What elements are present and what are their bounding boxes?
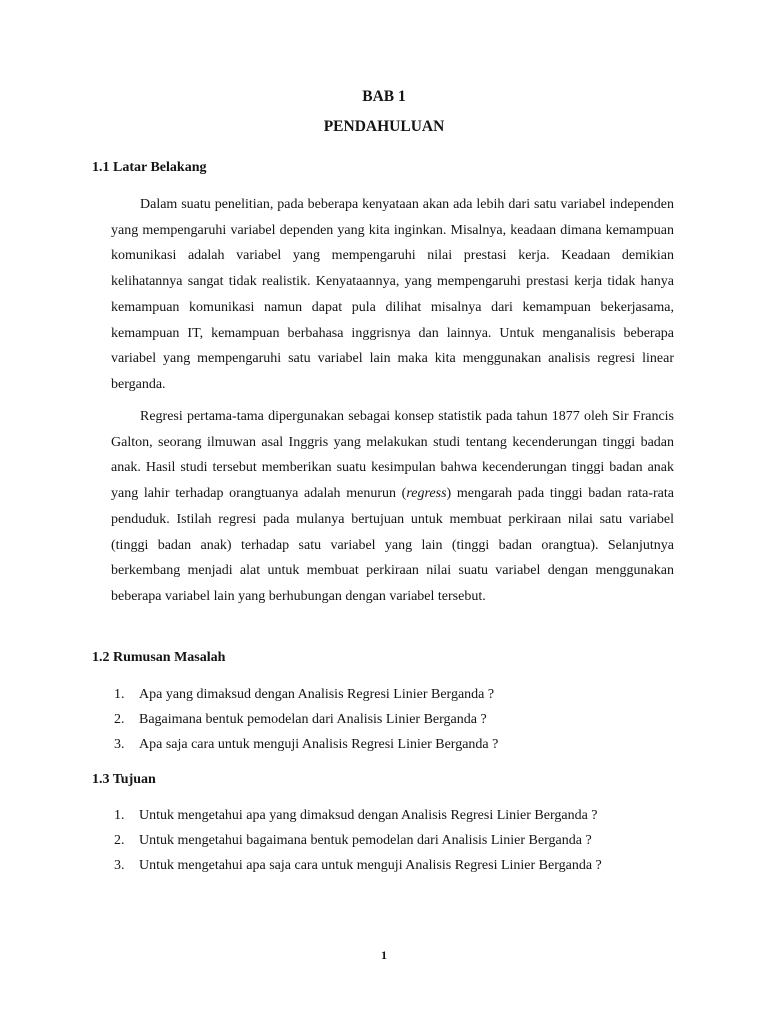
paragraph-2-text-start: Regresi pertama-tama dipergunakan sebagai konsep statistik pada tahun 1877 oleh Sir Francis Galton, seorang ilmuwan asal Inggris yang melakukan studi tentang kecenderungan tinggi badan anak. Hasil studi tersebut memberikan suatu kesimpulan bahwa kecenderungan tinggi badan anak yang lahir terhadap orangtuanya adalah menurun (: [111, 409, 674, 502]
list-item-text: Bagaimana bentuk pemodelan dari Analisis Linier Berganda ?: [139, 712, 487, 727]
list-item-number: 1.: [114, 808, 125, 823]
list-item-text: Apa yang dimaksud dengan Analisis Regresi Linier Berganda ?: [139, 687, 495, 702]
section-heading-problem-formulation: 1.2 Rumusan Masalah: [92, 650, 226, 665]
problem-formulation-list: [114, 682, 694, 757]
list-item: [114, 707, 694, 732]
chapter-number: BAB 1: [362, 88, 406, 105]
list-item-text: Untuk mengetahui bagaimana bentuk pemodelan dari Analisis Linier Berganda ?: [139, 833, 592, 848]
list-item-number: 2.: [114, 712, 125, 727]
paragraph-2-text-end: ) mengarah pada tinggi badan rata-rata penduduk. Istilah regresi pada mulanya bertujuan untuk membuat perkiraan nilai satu variabel (tinggi badan anak) terhadap satu variabel yang lain (tinggi badan orangtua). Selanjutnya berkembang menjadi alat untuk membuat perkiraan nilai suatu variabel dengan menggunakan beberapa variabel lain yang berhubungan dengan variabel tersebut.: [111, 486, 674, 604]
list-item: [114, 732, 694, 757]
background-paragraph-2: [111, 404, 674, 610]
list-item: [114, 803, 694, 828]
list-item: [114, 682, 694, 707]
paragraph-2-italic-term: regress: [406, 486, 447, 502]
list-item: [114, 853, 694, 878]
section-heading-objectives: 1.3 Tujuan: [92, 772, 156, 787]
list-item: [114, 828, 694, 853]
list-item-number: 3.: [114, 737, 125, 752]
list-item-text: Untuk mengetahui apa yang dimaksud dengan Analisis Regresi Linier Berganda ?: [139, 808, 598, 823]
objectives-list: [114, 803, 694, 878]
list-item-text: Untuk mengetahui apa saja cara untuk menguji Analisis Regresi Linier Berganda ?: [139, 858, 602, 873]
section-heading-background: 1.1 Latar Belakang: [92, 160, 207, 175]
background-paragraph-1: Dalam suatu penelitian, pada beberapa kenyataan akan ada lebih dari satu variabel independen yang mempengaruhi variabel dependen yang kita inginkan. Misalnya, keadaan dimana kemampuan komunikasi adalah variabel yang mempengaruhi nilai prestasi kerja. Keadaan demikian kelihatannya sangat tidak realistik. Kenyataannya, yang mempengaruhi prestasi kerja tidak hanya kemampuan komunikasi namun dapat pula dilihat misalnya dari kemampuan bekerjasama, kemampuan IT, kemampuan berbahasa inggrisnya dan lainnya. Untuk menganalisis beberapa variabel yang mempengaruhi satu variabel lain maka kita menggunakan analisis regresi linear berganda.: [111, 197, 674, 392]
list-item-number: 3.: [114, 858, 125, 873]
chapter-title: PENDAHULUAN: [323, 118, 445, 135]
list-item-number: 1.: [114, 687, 125, 702]
list-item-number: 2.: [114, 833, 125, 848]
page-number: 1: [381, 948, 387, 962]
list-item-text: Apa saja cara untuk menguji Analisis Regresi Linier Berganda ?: [139, 737, 499, 752]
